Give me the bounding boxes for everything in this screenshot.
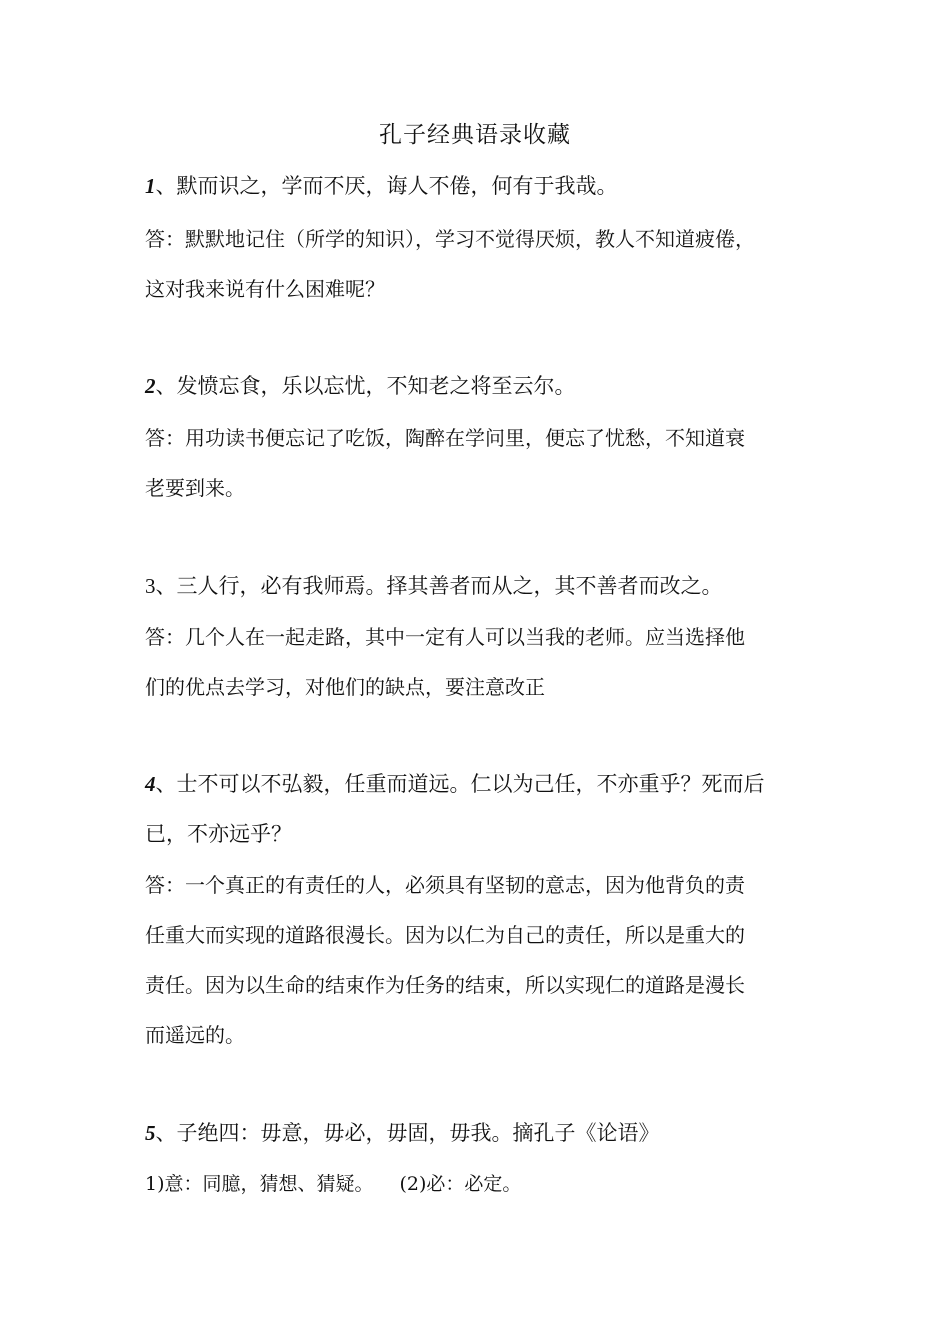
answer-4-line-3: 责任。因为以生命的结束作为任务的结束，所以实现仁的道路是漫长 (145, 973, 745, 997)
answer-4-line-2: 任重大而实现的道路很漫长。因为以仁为自己的责任，所以是重大的 (145, 923, 745, 947)
entry-number-4: 4 (145, 772, 156, 796)
quote-text-1: 、默而识之，学而不厌，诲人不倦，何有于我哉。 (155, 174, 618, 198)
note-5-1: 1)意：同臆，猜想、猜疑。 (145, 1173, 374, 1195)
answer-3-line-2: 们的优点去学习，对他们的缺点，要注意改正 (145, 675, 545, 699)
quote-2 (145, 370, 576, 400)
notes-5 (145, 1169, 521, 1196)
answer-1-line-2: 这对我来说有什么困难呢？ (145, 277, 385, 301)
quote-3 (145, 570, 723, 600)
answer-2-line-1: 答：用功读书便忘记了吃饭，陶醉在学问里，便忘了忧愁，不知道衰 (145, 426, 745, 450)
quote-1 (145, 170, 618, 200)
document-title: 孔子经典语录收藏 (379, 122, 571, 148)
answer-1-line-1: 答：默默地记住（所学的知识），学习不觉得厌烦，教人不知道疲倦， (145, 227, 755, 251)
answer-4-line-4: 而遥远的。 (145, 1023, 245, 1047)
note-5-2: (2)必：必定。 (399, 1173, 522, 1195)
quote-text-2: 、发愤忘食，乐以忘忧，不知老之将至云尔。 (155, 374, 576, 398)
quote-text-5: 、子绝四：毋意，毋必，毋固，毋我。摘孔子《论语》 (155, 1121, 660, 1145)
entry-number-5: 5 (145, 1121, 156, 1145)
answer-3-line-1: 答：几个人在一起走路，其中一定有人可以当我的老师。应当选择他 (145, 625, 745, 649)
entry-number-1: 1 (145, 174, 156, 198)
entry-number-2: 2 (145, 374, 156, 398)
answer-4-line-1: 答：一个真正的有责任的人，必须具有坚韧的意志，因为他背负的责 (145, 873, 745, 897)
quote-5 (145, 1117, 660, 1147)
quote-4-line-1 (145, 768, 765, 798)
quote-4-line-2: 已，不亦远乎？ (145, 822, 292, 846)
entry-number-3: 3 (145, 574, 156, 598)
quote-text-4: 、士不可以不弘毅，任重而道远。仁以为己任，不亦重乎？死而后 (155, 772, 765, 796)
quote-text-3: 、三人行，必有我师焉。择其善者而从之，其不善者而改之。 (155, 574, 723, 598)
answer-2-line-2: 老要到来。 (145, 476, 245, 500)
